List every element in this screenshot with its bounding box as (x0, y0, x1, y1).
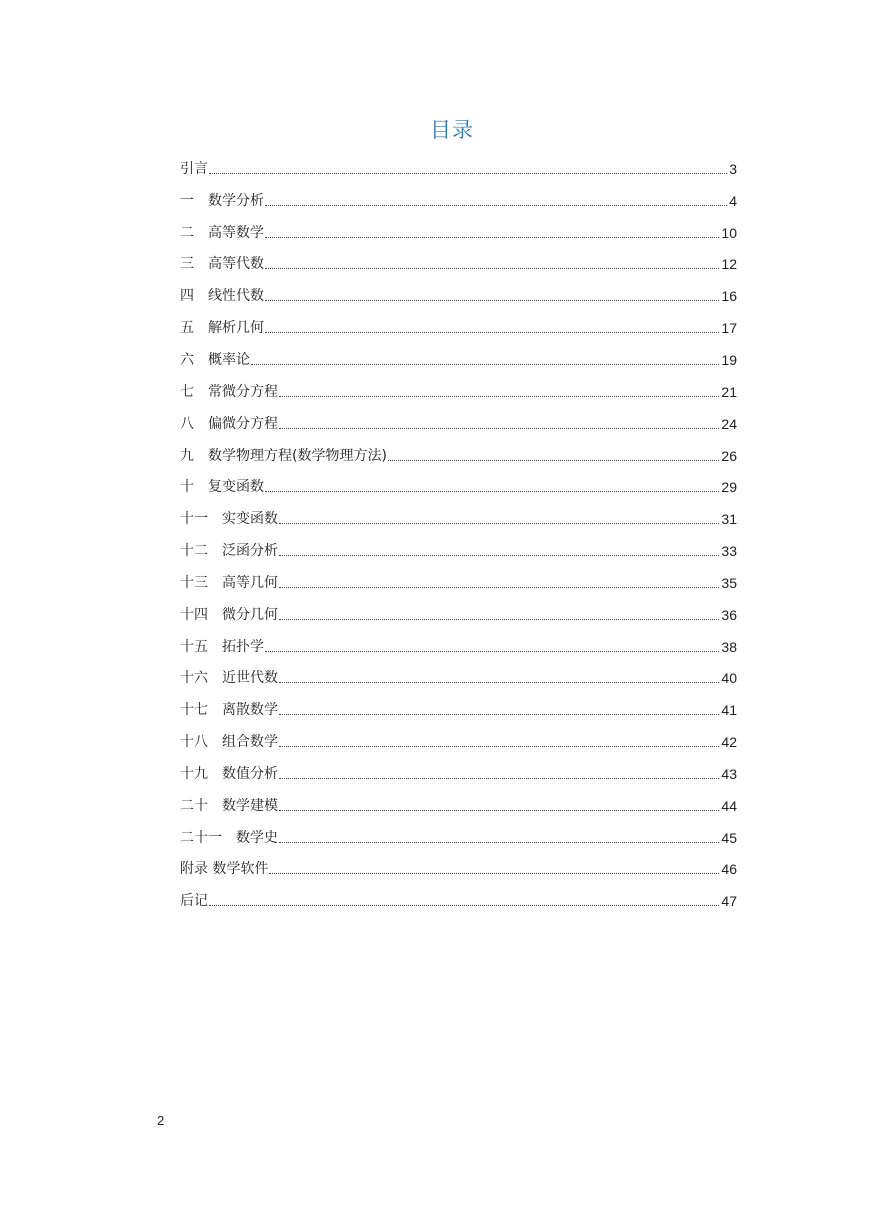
toc-entry-label: 引言 (180, 160, 208, 177)
toc-entry-label: 八 偏微分方程 (180, 415, 278, 432)
toc-entry[interactable] (180, 758, 737, 790)
toc-dot-leader (279, 809, 719, 811)
toc-entry-page: 16 (721, 288, 737, 305)
toc-entry[interactable] (180, 376, 737, 408)
toc-entry-page: 38 (721, 638, 737, 655)
toc-entry-page: 3 (729, 160, 737, 177)
toc-entry-page: 35 (721, 574, 737, 591)
toc-dot-leader (269, 872, 719, 874)
toc-entry-page: 46 (721, 861, 737, 878)
toc-entry[interactable] (180, 312, 737, 344)
toc-entry-label: 十二 泛函分析 (180, 543, 278, 560)
toc-entry[interactable] (180, 185, 737, 217)
toc-dot-leader (265, 299, 719, 301)
toc-dot-leader (209, 172, 727, 174)
toc-entry-label: 二十一 数学史 (180, 829, 278, 846)
toc-entry-label: 一 数学分析 (180, 192, 264, 209)
toc-entry-label: 五 解析几何 (180, 320, 264, 337)
toc-entry-page: 47 (721, 893, 737, 910)
toc-entry-page: 29 (721, 479, 737, 496)
toc-entry-label: 十三 高等几何 (180, 574, 278, 591)
toc-entry-page: 4 (729, 192, 737, 209)
toc-entry-label: 九 数学物理方程(数学物理方法) (180, 447, 387, 464)
toc-entry[interactable] (180, 280, 737, 312)
toc-dot-leader (388, 459, 719, 461)
toc-entry[interactable] (180, 440, 737, 472)
toc-entry-label: 二十 数学建模 (180, 797, 278, 814)
toc-entry-label: 十四 微分几何 (180, 606, 278, 623)
toc-entry-label: 六 概率论 (180, 351, 250, 368)
toc-dot-leader (279, 777, 719, 779)
toc-entry[interactable] (180, 822, 737, 854)
toc-entry-page: 41 (721, 702, 737, 719)
toc-dot-leader (265, 490, 719, 492)
toc-entry-page: 26 (721, 447, 737, 464)
toc-entry[interactable] (180, 471, 737, 503)
toc-dot-leader (265, 204, 727, 206)
page-title: 目录 (430, 118, 474, 142)
toc-entry[interactable] (180, 535, 737, 567)
toc-entry-label: 十八 组合数学 (180, 734, 278, 751)
toc-dot-leader (265, 331, 719, 333)
page-number: 2 (157, 1113, 165, 1128)
toc-entry[interactable] (180, 503, 737, 535)
toc-dot-leader (279, 522, 719, 524)
toc-dot-leader (279, 745, 719, 747)
toc-entry-label: 附录 数学软件 (180, 861, 269, 878)
toc-entry-label: 后记 (180, 893, 208, 910)
toc-dot-leader (279, 395, 719, 397)
toc-dot-leader (279, 554, 719, 556)
toc-dot-leader (251, 363, 719, 365)
toc-dot-leader (279, 586, 719, 588)
toc-entry[interactable] (180, 663, 737, 695)
toc-entry-label: 四 线性代数 (180, 288, 264, 305)
toc-entry[interactable] (180, 885, 737, 917)
toc-entry[interactable] (180, 790, 737, 822)
toc-entry-label: 二 高等数学 (180, 224, 264, 241)
toc-entry-page: 31 (721, 511, 737, 528)
toc-entry[interactable] (180, 631, 737, 663)
toc-entry-page: 40 (721, 670, 737, 687)
toc-dot-leader (265, 267, 719, 269)
toc-entry[interactable] (180, 567, 737, 599)
toc-entry-page: 17 (721, 320, 737, 337)
toc-entry-label: 十一 实变函数 (180, 511, 278, 528)
toc-entry[interactable] (180, 408, 737, 440)
toc-entry-page: 19 (721, 351, 737, 368)
toc-entry[interactable] (180, 694, 737, 726)
toc-dot-leader (279, 713, 719, 715)
toc-entry[interactable] (180, 344, 737, 376)
toc-dot-leader (279, 618, 719, 620)
toc-entry-label: 十七 离散数学 (180, 702, 278, 719)
toc-entry-page: 12 (721, 256, 737, 273)
toc-entry-page: 44 (721, 797, 737, 814)
toc-entry-label: 十 复变函数 (180, 479, 264, 496)
toc-dot-leader (209, 904, 719, 906)
toc-dot-leader (279, 841, 719, 843)
toc-entry-page: 33 (721, 543, 737, 560)
toc-entry-page: 10 (721, 224, 737, 241)
toc-entry[interactable] (180, 599, 737, 631)
toc-entry-page: 21 (721, 383, 737, 400)
toc-entry[interactable] (180, 217, 737, 249)
toc-entry-label: 十九 数值分析 (180, 765, 278, 782)
toc-entry-page: 42 (721, 734, 737, 751)
toc-entry-label: 三 高等代数 (180, 256, 264, 273)
toc-entry-label: 七 常微分方程 (180, 383, 278, 400)
toc-entry[interactable] (180, 854, 737, 886)
toc-entry[interactable] (180, 726, 737, 758)
toc-entry[interactable] (180, 153, 737, 185)
toc-dot-leader (279, 681, 719, 683)
toc-dot-leader (279, 427, 719, 429)
toc-entry[interactable] (180, 249, 737, 281)
table-of-contents (180, 153, 737, 917)
toc-entry-page: 24 (721, 415, 737, 432)
toc-entry-page: 43 (721, 765, 737, 782)
toc-entry-page: 45 (721, 829, 737, 846)
toc-dot-leader (265, 650, 719, 652)
toc-dot-leader (265, 236, 719, 238)
toc-entry-label: 十六 近世代数 (180, 670, 278, 687)
toc-entry-label: 十五 拓扑学 (180, 638, 264, 655)
toc-entry-page: 36 (721, 606, 737, 623)
